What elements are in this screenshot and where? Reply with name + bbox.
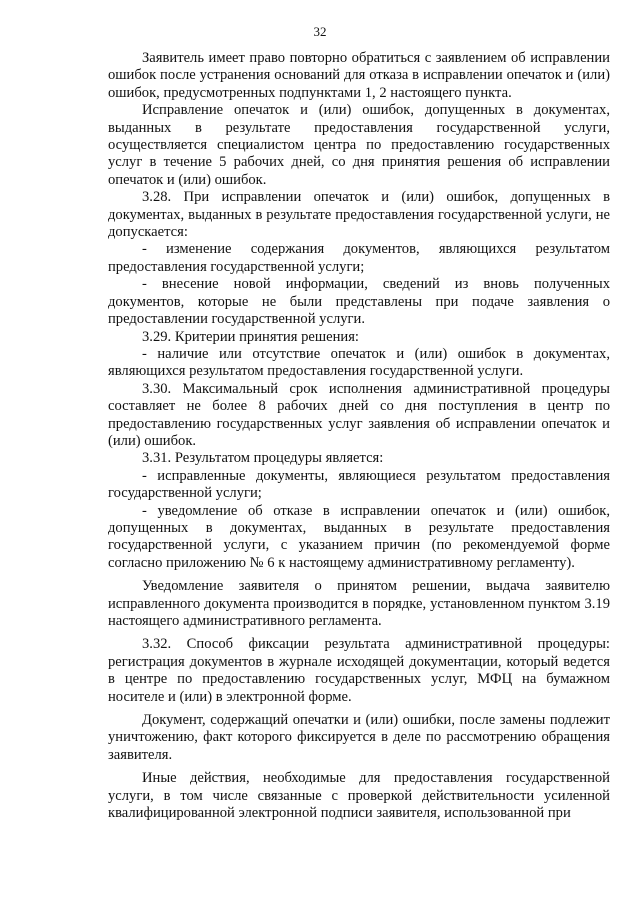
paragraph-correction-terms: Исправление опечаток и (или) ошибок, допущенных в документах, выданных в результате предоставления государственной услуги, осуществляется специалистом центра по предоставлению государственных услуг в течение 5 рабочих дней, со дня принятия решения об исправлении опечаток и (или) ошибок. bbox=[108, 102, 610, 188]
paragraph-3-31: 3.31. Результатом процедуры является: bbox=[142, 450, 384, 467]
page-number: 32 bbox=[313, 24, 327, 39]
list-item-corrected-docs: - исправленные документы, являющиеся результатом предоставления государственной услуги; bbox=[108, 467, 610, 502]
paragraph-reapply: Заявитель имеет право повторно обратиться с заявлением об исправлении ошибок после устранения оснований для отказа в исправлении опечаток и (или) ошибок, предусмотренных подпунктами 1, 2 настоящего пункта. bbox=[108, 50, 610, 101]
paragraph-other-actions: Иные действия, необходимые для предоставления государственной услуги, в том числе связанные с проверкой действительности усиленной квалифицированной электронной подписи заявителя, использованной при bbox=[108, 770, 610, 822]
list-item-criteria: - наличие или отсутствие опечаток и (или) ошибок в документах, являющихся результатом предоставления государственной услуги. bbox=[108, 345, 610, 380]
paragraph-3-30: 3.30. Максимальный срок исполнения административной процедуры составляет не более 8 рабочих дней со дня поступления в центр по предоставлению государственных услуг заявления об исправлении опечаток и (или) ошибок. bbox=[108, 380, 610, 449]
paragraph-3-32: 3.32. Способ фиксации результата административной процедуры: регистрация документов в журнале исходящей документации, который ведется в центре по предоставлению государственных услуг, МФЦ на бумажном носителе и (или) в электронной форме. bbox=[108, 636, 610, 705]
list-item-refusal-notice: - уведомление об отказе в исправлении опечаток и (или) ошибок, допущенных в документах, выданных в результате предоставления государственной услуги, с указанием причин (по рекомендуемой форме согласно приложению № 6 к настоящему административному регламенту). bbox=[108, 502, 610, 571]
paragraph-notification: Уведомление заявителя о принятом решении, выдача заявителю исправленного документа производится в порядке, установленном пунктом 3.19 настоящего административного регламента. bbox=[108, 578, 610, 629]
paragraph-3-28: 3.28. При исправлении опечаток и (или) ошибок, допущенных в документах, выданных в результате предоставления государственной услуги, не допускается: bbox=[108, 189, 610, 241]
list-item-no-content-change: - изменение содержания документов, являющихся результатом предоставления государственной услуги; bbox=[108, 241, 610, 275]
list-item-no-new-info: - внесение новой информации, сведений из вновь полученных документов, которые не были представлены при подаче заявления о предоставлении государственной услуги. bbox=[108, 276, 610, 328]
paragraph-document-destruction: Документ, содержащий опечатки и (или) ошибки, после замены подлежит уничтожению, факт которого фиксируется в деле по рассмотрению обращения заявителя. bbox=[108, 712, 610, 763]
paragraph-3-29: 3.29. Критерии принятия решения: bbox=[142, 328, 359, 345]
document-body bbox=[108, 50, 610, 822]
